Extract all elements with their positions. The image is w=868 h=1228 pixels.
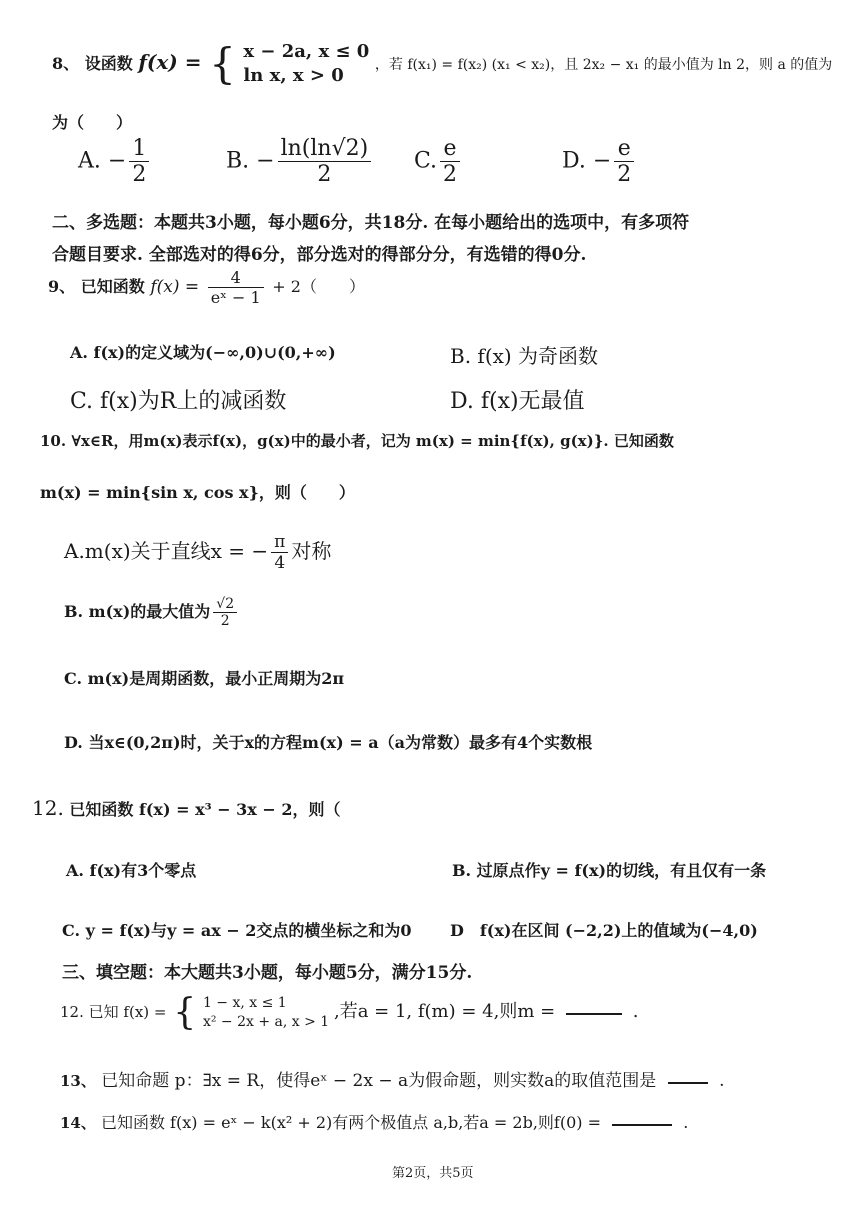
- fraction: [614, 136, 634, 187]
- q9-option-c: C. f(x)为R上的减函数: [70, 389, 287, 414]
- denominator: 2: [220, 613, 230, 629]
- piecewise-cases: [243, 40, 369, 89]
- q10-option-a: [64, 532, 331, 573]
- answer-blank: [612, 1122, 672, 1126]
- question-8-tail: 为（ ）: [52, 113, 133, 132]
- option-label: A. −: [78, 148, 127, 174]
- numerator: e: [440, 136, 460, 162]
- question-13: [60, 1066, 725, 1091]
- numerator: π: [271, 532, 288, 553]
- question-number: 12.: [60, 1002, 84, 1021]
- q11-option-d: D f(x)在区间 (−2,2)上的值域为(−4,0): [450, 921, 758, 940]
- question-stem: 已知命题 p：∃x = R，使得eˣ − 2x − a为假命题，则实数a的取值范围是: [101, 1071, 657, 1091]
- denominator: 2: [443, 162, 458, 187]
- question-12: [60, 991, 639, 1033]
- question-11: [32, 796, 341, 820]
- section-2-line-1: 二、多选题：本题共3小题，每小题6分，共18分. 在每小题给出的选项中，有多项符: [52, 213, 690, 233]
- option-label: B. −: [226, 148, 275, 174]
- fraction: [213, 596, 237, 629]
- question-number: 9、: [48, 277, 76, 296]
- case-1: 1 − x, x ≤ 1: [202, 995, 287, 1011]
- q11-option-c: C. y = f(x)与y = ax − 2交点的横坐标之和为0: [62, 921, 412, 940]
- option-text: B. m(x)的最大值为: [64, 602, 211, 621]
- question-stem: 已知函数 f(x) = x³ − 3x − 2，则（: [69, 800, 341, 819]
- question-number: 13、: [60, 1072, 96, 1090]
- denominator: 2: [617, 162, 632, 187]
- q10-option-b: [64, 596, 240, 629]
- numerator: ln(ln√2): [278, 136, 372, 162]
- question-10-line-1: [40, 430, 674, 451]
- fraction: [440, 136, 460, 187]
- question-stem-lead: 已知 f(x) =: [88, 1002, 167, 1021]
- section-2-line-2: 合题目要求. 全部选对的得6分，部分选对的得部分分，有选错的得0分.: [52, 245, 587, 265]
- question-stem-tail: ,若a = 1, f(m) = 4,则m =: [333, 1000, 556, 1022]
- question-stem: 已知函数 f(x) = eˣ − k(x² + 2)有两个极值点 a,b,若a = 2b,则f(0) =: [100, 1113, 602, 1132]
- question-stem-lead: 设函数: [84, 53, 133, 73]
- option-label: C.: [414, 148, 438, 174]
- brace-symbol: {: [173, 991, 197, 1033]
- period: .: [719, 1071, 725, 1091]
- q10-option-d: D. 当x∈(0,2π)时，关于x的方程m(x) = a（a为常数）最多有4个实数根: [64, 733, 593, 752]
- function-label: f(x) =: [138, 49, 202, 74]
- question-9: [48, 268, 365, 307]
- q8-option-b: [226, 136, 374, 187]
- question-condition: ，若 f(x₁) = f(x₂) (x₁ < x₂)，且 2x₂ − x₁ 的最小值为 ln 2，则 a 的值为: [374, 56, 833, 73]
- answer-blank: [668, 1080, 708, 1084]
- period: .: [632, 1000, 639, 1022]
- denominator: 2: [317, 162, 332, 187]
- option-tail: 对称: [291, 539, 332, 563]
- function-label: f(x) =: [150, 277, 200, 297]
- option-label: D. −: [562, 148, 612, 174]
- question-number: 8、: [52, 53, 80, 73]
- fraction: [278, 136, 372, 187]
- question-10-line-2: m(x) = min{sin x, cos x}，则（ ）: [40, 483, 355, 502]
- option-text: A.m(x)关于直线x = −: [64, 539, 269, 563]
- q8-option-a: [78, 136, 152, 187]
- fraction: [271, 532, 288, 573]
- numerator: 4: [208, 268, 264, 288]
- question-stem-tail: + 2（ ）: [272, 277, 365, 296]
- q9-option-d: D. f(x)无最值: [450, 389, 585, 414]
- numerator: e: [614, 136, 634, 162]
- numerator: √2: [213, 596, 237, 613]
- question-stem: ∀x∈R，用m(x)表示f(x)，g(x)中的最小者，记为 m(x) = min{f(x), g(x)}. 已知函数: [71, 432, 674, 450]
- denominator: eˣ − 1: [210, 288, 261, 307]
- question-8: [52, 40, 832, 89]
- question-number: 12.: [32, 796, 64, 820]
- q10-option-c: C. m(x)是周期函数，最小正周期为2π: [64, 669, 345, 688]
- case-1: x − 2a, x ≤ 0: [243, 41, 370, 62]
- q8-option-d: [562, 136, 637, 187]
- fraction: [208, 268, 264, 307]
- denominator: 4: [274, 553, 286, 573]
- q9-option-b: B. f(x) 为奇函数: [450, 344, 599, 368]
- question-number: 10.: [40, 432, 67, 450]
- question-stem-lead: 已知函数: [80, 277, 145, 296]
- numerator: 1: [129, 136, 149, 162]
- fraction: [129, 136, 149, 187]
- q11-option-b: B. 过原点作y = f(x)的切线，有且仅有一条: [452, 861, 767, 880]
- q8-option-c: [414, 136, 463, 187]
- brace-symbol: {: [209, 39, 236, 89]
- piecewise-cases: [203, 994, 329, 1032]
- q11-option-a: A. f(x)有3个零点: [66, 861, 197, 880]
- question-number: 14、: [60, 1114, 96, 1132]
- period: .: [683, 1113, 689, 1132]
- question-14: [60, 1110, 688, 1133]
- case-2: x² − 2x + a, x > 1: [202, 1013, 330, 1030]
- q9-option-a: A. f(x)的定义域为(−∞,0)∪(0,+∞): [70, 343, 336, 362]
- section-3-title: 三、填空题：本大题共3小题，每小题5分，满分15分.: [62, 963, 473, 983]
- answer-blank: [566, 1011, 622, 1015]
- case-2: ln x, x > 0: [243, 65, 344, 87]
- page-footer: 第2页，共5页: [392, 1166, 474, 1181]
- denominator: 2: [132, 162, 147, 187]
